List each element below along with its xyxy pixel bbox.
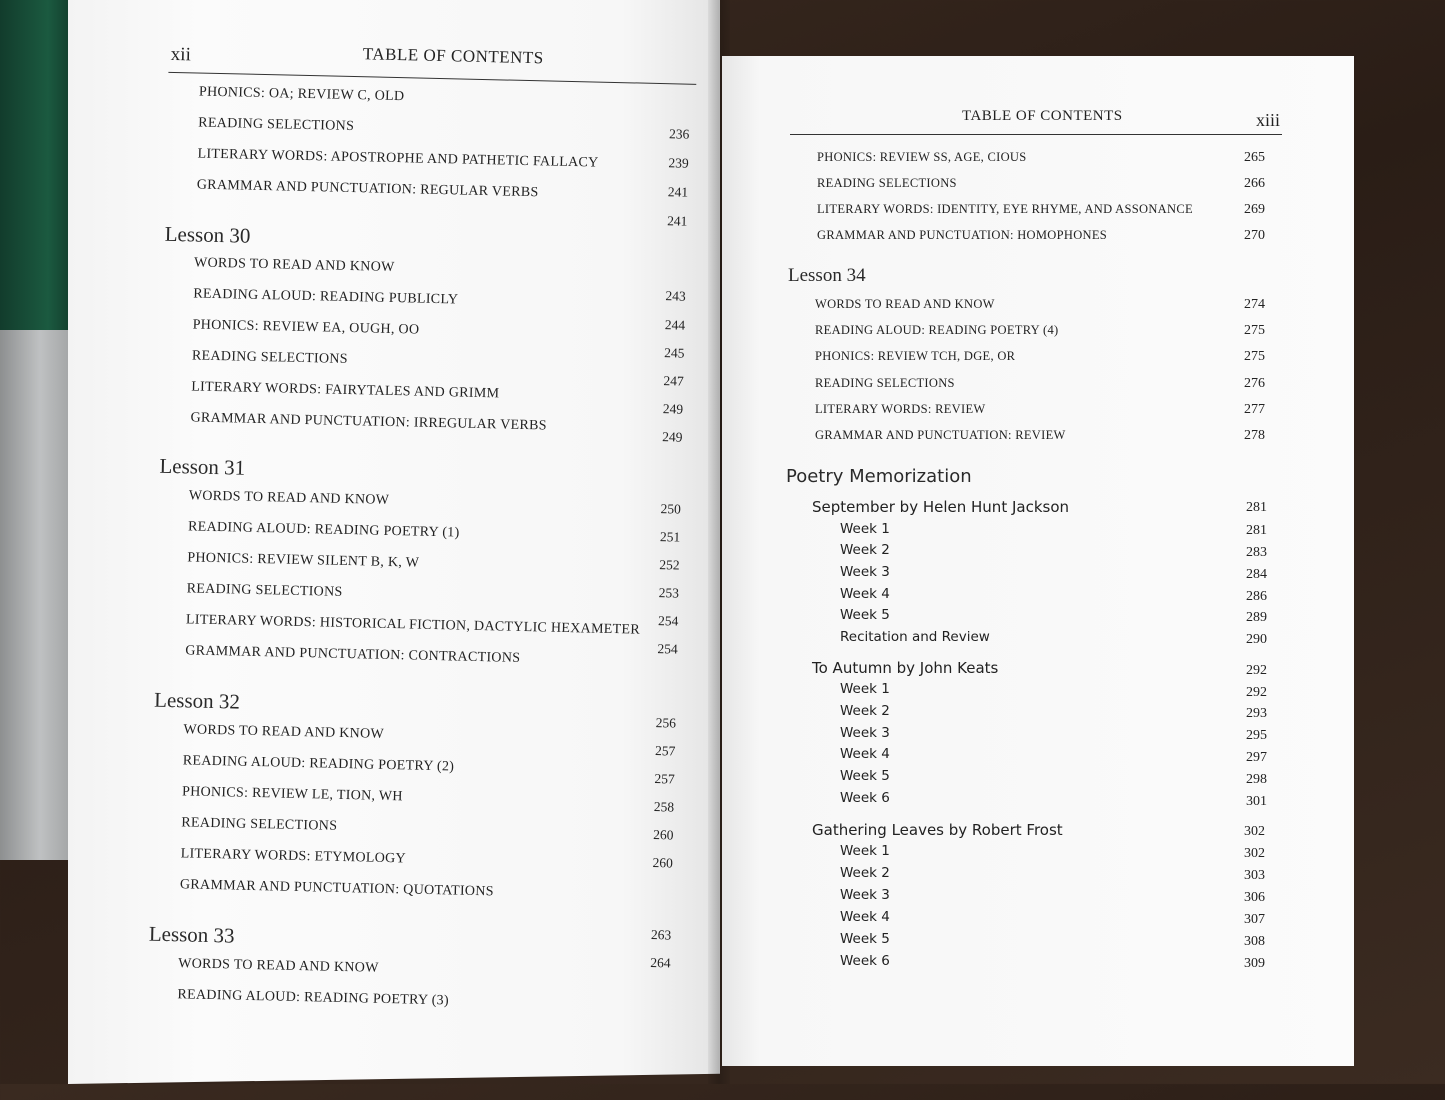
toc-page: 258	[653, 799, 675, 815]
week-entry: Week 4	[840, 586, 890, 602]
toc-page: 278	[1244, 428, 1265, 443]
right-header: TABLE OF CONTENTS	[962, 108, 1123, 124]
week-entry: Week 1	[840, 681, 890, 697]
toc-entry: GRAMMAR AND PUNCTUATION: QUOTATIONS	[179, 877, 494, 900]
toc-entry: PHONICS: REVIEW LE, TION, WH	[181, 784, 403, 805]
toc-page: 309	[1244, 956, 1265, 971]
toc-page: 269	[1244, 202, 1265, 217]
toc-page: 244	[664, 317, 686, 333]
toc-entry: READING ALOUD: READING POETRY (3)	[177, 987, 450, 1009]
toc-page: 281	[1246, 523, 1267, 538]
left-folio: xii	[170, 43, 192, 66]
toc-entry: LITERARY WORDS: FAIRYTALES AND GRIMM	[191, 379, 500, 402]
toc-page: 277	[1244, 402, 1265, 417]
toc-entry: WORDS TO READ AND KNOW	[815, 297, 995, 311]
poem-title: Gathering Leaves by Robert Frost	[812, 821, 1063, 839]
toc-entry: GRAMMAR AND PUNCTUATION: REVIEW	[815, 428, 1066, 442]
toc-page: 307	[1244, 912, 1265, 927]
toc-page: 275	[1244, 349, 1265, 364]
toc-entry: PHONICS: REVIEW SILENT B, K, W	[187, 550, 420, 571]
lesson-heading: Lesson 30	[164, 221, 251, 248]
toc-page: 275	[1244, 323, 1265, 338]
toc-page: 297	[1246, 750, 1267, 765]
toc-page: 281	[1246, 500, 1267, 515]
toc-page: 251	[659, 529, 681, 545]
toc-entry: WORDS TO READ AND KNOW	[193, 255, 395, 276]
week-entry: Week 3	[840, 564, 890, 580]
toc-page: 256	[655, 715, 677, 731]
lesson-heading: Lesson 31	[159, 453, 246, 480]
week-entry: Week 2	[840, 703, 890, 719]
toc-page: 250	[660, 501, 682, 517]
week-entry: Week 3	[840, 725, 890, 741]
toc-page: 243	[665, 288, 686, 304]
toc-entry: GRAMMAR AND PUNCTUATION: REGULAR VERBS	[196, 177, 539, 201]
toc-page: 257	[654, 771, 675, 787]
toc-page: 302	[1244, 846, 1265, 861]
toc-page: 295	[1246, 728, 1267, 743]
toc-page: 241	[667, 184, 689, 200]
toc-page: 270	[1244, 228, 1265, 243]
toc-entry: READING SELECTIONS	[198, 115, 355, 135]
toc-page: 302	[1244, 824, 1265, 839]
toc-entry: WORDS TO READ AND KNOW	[183, 722, 385, 742]
toc-entry: LITERARY WORDS: HISTORICAL FICTION, DACTYLIC HEXAMETER	[185, 612, 641, 638]
right-folio: xiii	[1256, 110, 1281, 130]
week-entry: Week 2	[840, 865, 890, 881]
toc-entry: PHONICS: REVIEW TCH, DGE, OR	[815, 349, 1016, 363]
toc-page: 298	[1246, 772, 1267, 787]
toc-entry: READING ALOUD: READING POETRY (1)	[187, 519, 460, 541]
toc-page: 283	[1246, 545, 1267, 560]
left-header: TABLE OF CONTENTS	[362, 44, 544, 68]
lesson-heading: Lesson 32	[153, 687, 241, 714]
toc-page: 254	[657, 613, 679, 629]
toc-page: 260	[653, 827, 674, 843]
toc-entry: READING ALOUD: READING POETRY (4)	[815, 323, 1059, 337]
toc-page: 284	[1246, 567, 1267, 582]
toc-page: 303	[1244, 868, 1265, 883]
toc-entry: WORDS TO READ AND KNOW	[178, 956, 379, 976]
toc-page: 264	[650, 955, 671, 971]
toc-page: 289	[1246, 610, 1267, 625]
toc-page: 263	[650, 927, 672, 943]
toc-page: 257	[654, 743, 676, 759]
week-entry: Recitation and Review	[840, 629, 990, 645]
toc-page: 236	[668, 126, 690, 142]
week-entry: Week 5	[840, 607, 890, 623]
toc-entry: LITERARY WORDS: ETYMOLOGY	[180, 846, 407, 867]
toc-page: 308	[1244, 934, 1265, 949]
toc-entry: GRAMMAR AND PUNCTUATION: CONTRACTIONS	[185, 643, 521, 666]
toc-entry: READING SELECTIONS	[817, 176, 957, 190]
toc-entry: LITERARY WORDS: REVIEW	[815, 402, 986, 416]
week-entry: Week 2	[840, 542, 890, 558]
toc-page: 239	[668, 155, 689, 171]
toc-page: 241	[666, 213, 688, 229]
poetry-heading: Poetry Memorization	[786, 466, 972, 487]
toc-entry: LITERARY WORDS: APOSTROPHE AND PATHETIC FALLACY	[197, 146, 599, 171]
week-entry: Week 4	[840, 746, 890, 762]
week-entry: Week 4	[840, 909, 890, 925]
toc-page: 265	[1244, 150, 1265, 165]
week-entry: Week 3	[840, 887, 890, 903]
week-entry: Week 5	[840, 768, 890, 784]
toc-page: 266	[1244, 176, 1265, 191]
week-entry: Week 6	[840, 790, 890, 806]
toc-page: 249	[662, 429, 683, 445]
toc-entry: PHONICS: REVIEW SS, AGE, CIOUS	[817, 150, 1027, 164]
toc-page: 252	[659, 557, 680, 573]
toc-page: 276	[1244, 376, 1265, 391]
poem-title: September by Helen Hunt Jackson	[812, 498, 1070, 516]
toc-page: 245	[663, 345, 685, 361]
toc-page: 301	[1246, 794, 1267, 809]
toc-entry: READING SELECTIONS	[191, 348, 349, 367]
lesson-heading: Lesson 33	[148, 921, 235, 948]
right-header-rule	[790, 134, 1282, 135]
toc-page: 253	[658, 585, 680, 601]
poem-title: To Autumn by John Keats	[812, 659, 999, 677]
toc-entry: READING SELECTIONS	[186, 581, 343, 600]
toc-entry: LITERARY WORDS: IDENTITY, EYE RHYME, AND ASSONANCE	[817, 202, 1193, 216]
week-entry: Week 1	[840, 521, 890, 537]
toc-entry: WORDS TO READ AND KNOW	[188, 488, 390, 508]
toc-entry: READING SELECTIONS	[815, 376, 955, 390]
toc-page: 293	[1246, 706, 1267, 721]
toc-page: 292	[1246, 685, 1267, 700]
toc-page: 254	[657, 641, 678, 657]
toc-entry: GRAMMAR AND PUNCTUATION: HOMOPHONES	[817, 228, 1108, 242]
toc-entry: PHONICS: REVIEW EA, OUGH, OO	[192, 317, 420, 338]
toc-entry: READING SELECTIONS	[181, 815, 338, 834]
toc-page: 292	[1246, 663, 1267, 678]
toc-page: 249	[662, 401, 684, 417]
toc-entry: READING ALOUD: READING PUBLICLY	[193, 286, 459, 308]
week-entry: Week 5	[840, 931, 890, 947]
toc-page: 260	[652, 855, 674, 871]
toc-page: 286	[1246, 589, 1267, 604]
toc-page: 290	[1246, 632, 1267, 647]
week-entry: Week 1	[840, 843, 890, 859]
toc-page: 274	[1244, 297, 1265, 312]
week-entry: Week 6	[840, 953, 890, 969]
toc-page: 306	[1244, 890, 1265, 905]
toc-page: 247	[663, 373, 684, 389]
toc-entry: GRAMMAR AND PUNCTUATION: IRREGULAR VERBS	[190, 410, 547, 434]
toc-entry: PHONICS: OA; REVIEW C, OLD	[198, 84, 405, 105]
lesson-heading: Lesson 34	[788, 265, 866, 286]
toc-entry: READING ALOUD: READING POETRY (2)	[182, 753, 455, 775]
